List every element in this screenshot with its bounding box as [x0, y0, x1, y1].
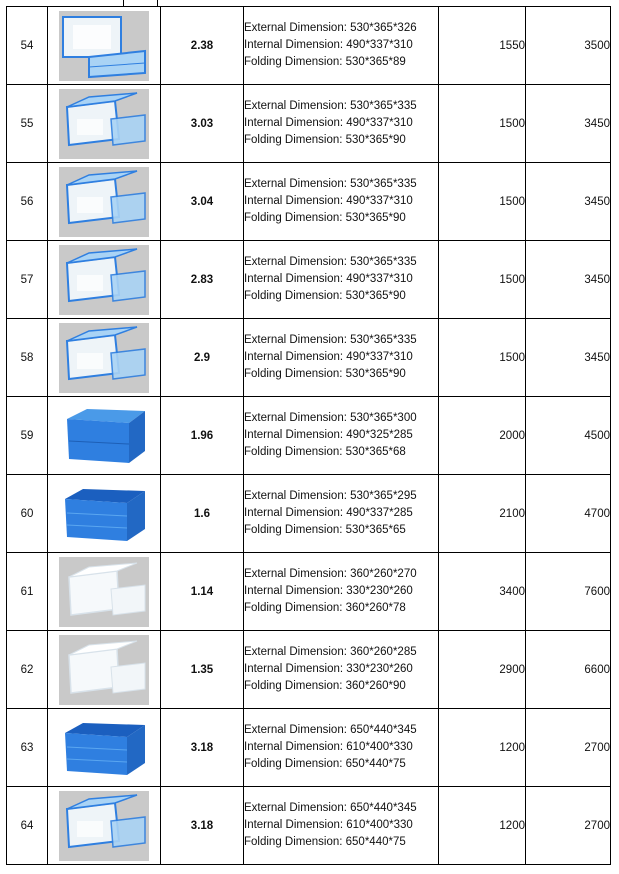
product-photo-cell	[48, 631, 161, 709]
product-photo	[59, 635, 149, 705]
weight-value: 3.18	[161, 787, 244, 865]
quantity-2: 7600	[526, 553, 611, 631]
external-dimension: External Dimension: 360*260*285	[244, 646, 417, 658]
item-number: 58	[7, 319, 48, 397]
weight-value: 1.35	[161, 631, 244, 709]
product-photo-cell	[48, 85, 161, 163]
dimensions-cell	[244, 397, 439, 475]
item-number: 63	[7, 709, 48, 787]
dimensions-cell	[244, 475, 439, 553]
folding-dimension: Folding Dimension: 650*440*75	[244, 758, 406, 770]
quantity-1: 1550	[439, 7, 526, 85]
dimensions-cell	[244, 163, 439, 241]
internal-dimension: Internal Dimension: 610*400*330	[244, 741, 413, 753]
product-photo-cell	[48, 709, 161, 787]
product-photo-cell	[48, 319, 161, 397]
table-row	[7, 241, 611, 319]
folding-dimension: Folding Dimension: 530*365*68	[244, 446, 406, 458]
dimensions-cell	[244, 787, 439, 865]
item-number: 61	[7, 553, 48, 631]
quantity-1: 1500	[439, 163, 526, 241]
weight-value: 1.6	[161, 475, 244, 553]
internal-dimension: Internal Dimension: 490*337*310	[244, 39, 413, 51]
table-row	[7, 163, 611, 241]
dimensions-cell	[244, 85, 439, 163]
folding-dimension: Folding Dimension: 530*365*90	[244, 368, 406, 380]
folding-dimension: Folding Dimension: 360*260*90	[244, 680, 406, 692]
product-photo	[59, 557, 149, 627]
quantity-2: 3500	[526, 7, 611, 85]
weight-value: 2.9	[161, 319, 244, 397]
external-dimension: External Dimension: 530*365*295	[244, 490, 417, 502]
external-dimension: External Dimension: 650*440*345	[244, 802, 417, 814]
product-photo-cell	[48, 787, 161, 865]
folding-dimension: Folding Dimension: 530*365*90	[244, 212, 406, 224]
item-number: 64	[7, 787, 48, 865]
folding-dimension: Folding Dimension: 530*365*90	[244, 134, 406, 146]
product-photo-cell	[48, 163, 161, 241]
quantity-2: 4500	[526, 397, 611, 475]
product-photo-cell	[48, 397, 161, 475]
product-photo	[59, 401, 149, 471]
table-row	[7, 709, 611, 787]
external-dimension: External Dimension: 530*365*300	[244, 412, 417, 424]
product-photo-cell	[48, 475, 161, 553]
internal-dimension: Internal Dimension: 490*337*310	[244, 273, 413, 285]
quantity-1: 2900	[439, 631, 526, 709]
quantity-1: 2000	[439, 397, 526, 475]
internal-dimension: Internal Dimension: 490*325*285	[244, 429, 413, 441]
item-number: 57	[7, 241, 48, 319]
internal-dimension: Internal Dimension: 330*230*260	[244, 663, 413, 675]
external-dimension: External Dimension: 530*365*335	[244, 256, 417, 268]
internal-dimension: Internal Dimension: 610*400*330	[244, 819, 413, 831]
item-number: 56	[7, 163, 48, 241]
internal-dimension: Internal Dimension: 490*337*310	[244, 195, 413, 207]
table-row	[7, 631, 611, 709]
dimensions-cell	[244, 553, 439, 631]
product-photo	[59, 89, 149, 159]
product-photo	[59, 167, 149, 237]
folding-dimension: Folding Dimension: 650*440*75	[244, 836, 406, 848]
folding-dimension: Folding Dimension: 360*260*78	[244, 602, 406, 614]
folding-dimension: Folding Dimension: 530*365*89	[244, 56, 406, 68]
product-photo-cell	[48, 553, 161, 631]
table-row	[7, 553, 611, 631]
product-photo	[59, 713, 149, 783]
dimensions-cell	[244, 709, 439, 787]
external-dimension: External Dimension: 530*365*335	[244, 100, 417, 112]
quantity-1: 1500	[439, 319, 526, 397]
weight-value: 1.96	[161, 397, 244, 475]
dimensions-cell	[244, 241, 439, 319]
quantity-2: 3450	[526, 241, 611, 319]
internal-dimension: Internal Dimension: 330*230*260	[244, 585, 413, 597]
internal-dimension: Internal Dimension: 490*337*285	[244, 507, 413, 519]
quantity-1: 2100	[439, 475, 526, 553]
weight-value: 3.03	[161, 85, 244, 163]
external-dimension: External Dimension: 530*365*326	[244, 22, 417, 34]
quantity-2: 2700	[526, 709, 611, 787]
quantity-2: 3450	[526, 85, 611, 163]
item-number: 60	[7, 475, 48, 553]
product-spec-table	[6, 6, 611, 865]
quantity-1: 1200	[439, 787, 526, 865]
table-row	[7, 319, 611, 397]
table-row	[7, 7, 611, 85]
product-photo-cell	[48, 7, 161, 85]
product-photo	[59, 245, 149, 315]
folding-dimension: Folding Dimension: 530*365*65	[244, 524, 406, 536]
weight-value: 3.04	[161, 163, 244, 241]
internal-dimension: Internal Dimension: 490*337*310	[244, 117, 413, 129]
item-number: 55	[7, 85, 48, 163]
external-dimension: External Dimension: 530*365*335	[244, 334, 417, 346]
quantity-2: 3450	[526, 319, 611, 397]
quantity-2: 3450	[526, 163, 611, 241]
quantity-1: 3400	[439, 553, 526, 631]
product-photo	[59, 11, 149, 81]
product-photo	[59, 323, 149, 393]
weight-value: 3.18	[161, 709, 244, 787]
external-dimension: External Dimension: 650*440*345	[244, 724, 417, 736]
internal-dimension: Internal Dimension: 490*337*310	[244, 351, 413, 363]
product-photo-cell	[48, 241, 161, 319]
quantity-2: 4700	[526, 475, 611, 553]
dimensions-cell	[244, 7, 439, 85]
weight-value: 2.83	[161, 241, 244, 319]
product-photo	[59, 479, 149, 549]
folding-dimension: Folding Dimension: 530*365*90	[244, 290, 406, 302]
external-dimension: External Dimension: 360*260*270	[244, 568, 417, 580]
weight-value: 2.38	[161, 7, 244, 85]
weight-value: 1.14	[161, 553, 244, 631]
quantity-1: 1500	[439, 241, 526, 319]
quantity-2: 2700	[526, 787, 611, 865]
item-number: 62	[7, 631, 48, 709]
quantity-1: 1200	[439, 709, 526, 787]
quantity-1: 1500	[439, 85, 526, 163]
table-row	[7, 85, 611, 163]
external-dimension: External Dimension: 530*365*335	[244, 178, 417, 190]
dimensions-cell	[244, 319, 439, 397]
table-row	[7, 475, 611, 553]
item-number: 54	[7, 7, 48, 85]
quantity-2: 6600	[526, 631, 611, 709]
product-photo	[59, 791, 149, 861]
item-number: 59	[7, 397, 48, 475]
table-row	[7, 787, 611, 865]
table-row	[7, 397, 611, 475]
dimensions-cell	[244, 631, 439, 709]
